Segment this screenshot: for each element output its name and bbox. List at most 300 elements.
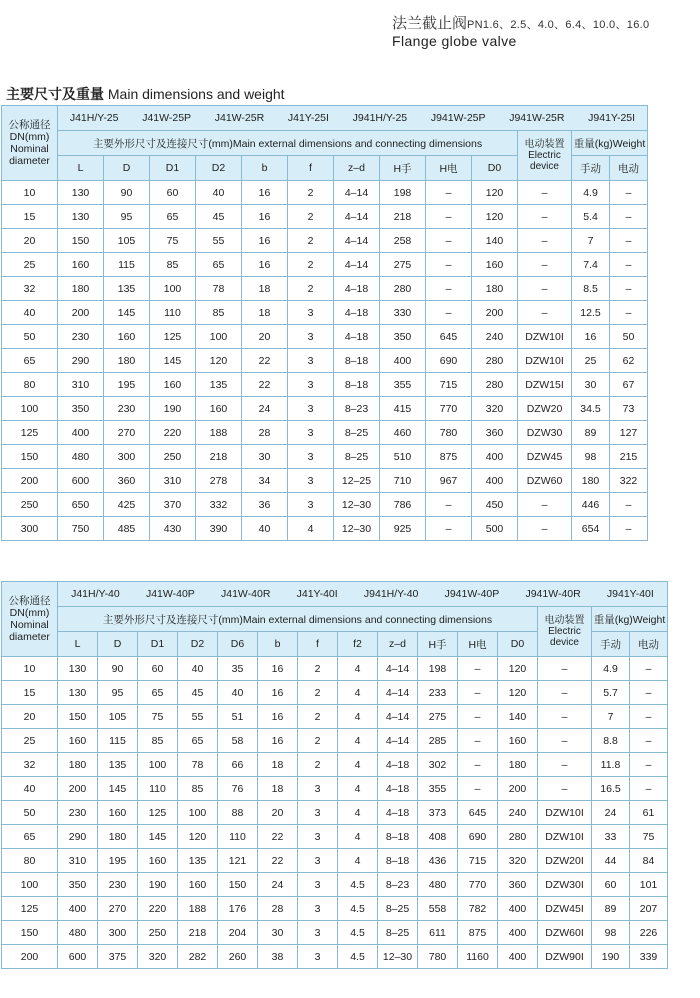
table-cell: 8–23 xyxy=(378,873,418,897)
table-cell: 310 xyxy=(58,849,98,873)
table-row xyxy=(2,729,668,753)
table-cell: 12–30 xyxy=(334,517,380,541)
table-cell: 180 xyxy=(472,277,518,301)
table-cell: 230 xyxy=(98,873,138,897)
table-cell: 12–30 xyxy=(378,945,418,969)
table-cell: 35 xyxy=(218,657,258,681)
table-cell: 4–14 xyxy=(334,181,380,205)
table-cell: 65 xyxy=(138,681,178,705)
table-cell: 218 xyxy=(380,205,426,229)
table-cell: – xyxy=(518,205,572,229)
table-cell: 125 xyxy=(138,801,178,825)
table-cell: 425 xyxy=(104,493,150,517)
model-row xyxy=(58,582,668,607)
table-cell: 76 xyxy=(218,777,258,801)
dn-cell: 65 xyxy=(2,825,58,849)
table-cell: 22 xyxy=(242,349,288,373)
table-cell: – xyxy=(610,253,648,277)
table-cell: 3 xyxy=(298,897,338,921)
table-cell: 4 xyxy=(338,849,378,873)
table-cell: 215 xyxy=(610,445,648,469)
table-cell: – xyxy=(630,705,668,729)
table-cell: 320 xyxy=(138,945,178,969)
dn-cell: 100 xyxy=(2,397,58,421)
model-label: J941W-40R xyxy=(525,588,581,600)
table-cell: 3 xyxy=(298,801,338,825)
table-cell: 510 xyxy=(380,445,426,469)
table-cell: 710 xyxy=(380,469,426,493)
table-cell: 780 xyxy=(426,421,472,445)
table-cell: 370 xyxy=(150,493,196,517)
table-cell: 2 xyxy=(288,205,334,229)
table-cell: – xyxy=(538,753,592,777)
table-cell: 7.4 xyxy=(572,253,610,277)
table-cell: 4.9 xyxy=(572,181,610,205)
table-cell: 4–14 xyxy=(334,205,380,229)
table-cell: 95 xyxy=(104,205,150,229)
table-cell: 218 xyxy=(178,921,218,945)
table-cell: 100 xyxy=(150,277,196,301)
table-cell: – xyxy=(458,777,498,801)
dn-cell: 80 xyxy=(2,849,58,873)
table-cell: 8–25 xyxy=(378,921,418,945)
table-cell: 120 xyxy=(498,681,538,705)
table-cell: 150 xyxy=(218,873,258,897)
table-cell: – xyxy=(610,277,648,301)
table-cell: 220 xyxy=(150,421,196,445)
table-row xyxy=(2,753,668,777)
table-row xyxy=(2,921,668,945)
table-cell: 2 xyxy=(288,253,334,277)
column-header: L xyxy=(58,632,98,657)
nominal-diameter-header: 公称通径 DN(mm) Nominal diameter xyxy=(2,106,58,181)
table-cell: 22 xyxy=(242,373,288,397)
model-label: J41Y-40I xyxy=(296,588,338,600)
title-cn: 法兰截止阀 xyxy=(392,15,468,32)
table-cell: 28 xyxy=(258,897,298,921)
table-cell: 260 xyxy=(218,945,258,969)
table-cell: – xyxy=(538,681,592,705)
table-cell: – xyxy=(426,517,472,541)
table-cell: 3 xyxy=(298,873,338,897)
table-cell: 78 xyxy=(178,753,218,777)
table-cell: 233 xyxy=(418,681,458,705)
table-cell: 34 xyxy=(242,469,288,493)
model-label: J41Y-25I xyxy=(287,112,329,124)
column-header: 手动 xyxy=(592,632,630,657)
table-cell: 270 xyxy=(98,897,138,921)
weight-header: 重量(kg)Weight xyxy=(572,131,648,156)
table-cell: 600 xyxy=(58,469,104,493)
table-row xyxy=(2,469,648,493)
dn-cell: 20 xyxy=(2,229,58,253)
table-cell: DZW20 xyxy=(518,397,572,421)
section-title-cn: 主要尺寸及重量 xyxy=(6,86,104,102)
model-row xyxy=(58,106,648,131)
column-header: z–d xyxy=(334,156,380,181)
dn-cell: 80 xyxy=(2,373,58,397)
table-row xyxy=(2,373,648,397)
nominal-diameter-header: 公称通径 DN(mm) Nominal diameter xyxy=(2,582,58,657)
table-cell: – xyxy=(610,493,648,517)
table-row xyxy=(2,849,668,873)
table-cell: 2 xyxy=(298,705,338,729)
table-cell: 66 xyxy=(218,753,258,777)
table-cell: 160 xyxy=(104,325,150,349)
table-cell: 4–14 xyxy=(378,681,418,705)
table-cell: 715 xyxy=(426,373,472,397)
dimensions-header: 主要外形尺寸及连接尺寸(mm)Main external dimensions and connecting dimensions xyxy=(58,131,518,156)
table-cell: 320 xyxy=(472,397,518,421)
table-cell: 4 xyxy=(288,517,334,541)
table-cell: 100 xyxy=(178,801,218,825)
table-cell: 160 xyxy=(98,801,138,825)
table-cell: 4 xyxy=(338,705,378,729)
table-cell: 8–23 xyxy=(334,397,380,421)
table-cell: 350 xyxy=(58,873,98,897)
table-row xyxy=(2,681,668,705)
table-cell: 4 xyxy=(338,825,378,849)
table-cell: – xyxy=(518,493,572,517)
table-cell: 101 xyxy=(630,873,668,897)
table-cell: – xyxy=(426,253,472,277)
table-cell: 18 xyxy=(242,277,288,301)
table-cell: DZW45 xyxy=(518,445,572,469)
table-cell: 355 xyxy=(380,373,426,397)
table-cell: 85 xyxy=(178,777,218,801)
table-cell: 500 xyxy=(472,517,518,541)
table-row xyxy=(2,777,668,801)
table-row xyxy=(2,945,668,969)
dn-cell: 200 xyxy=(2,469,58,493)
page-header xyxy=(392,12,692,49)
model-label: J41W-40R xyxy=(221,588,271,600)
table-cell: 16 xyxy=(242,205,288,229)
table-cell: 45 xyxy=(178,681,218,705)
header-title-cn xyxy=(392,12,692,33)
table-cell: 145 xyxy=(150,349,196,373)
table-cell: – xyxy=(610,229,648,253)
table-row xyxy=(2,873,668,897)
table-cell: 3 xyxy=(288,469,334,493)
table-cell: 140 xyxy=(472,229,518,253)
table-cell: 2 xyxy=(298,753,338,777)
table-cell: – xyxy=(518,181,572,205)
table-cell: 3 xyxy=(288,373,334,397)
table-cell: 4–18 xyxy=(334,301,380,325)
table-cell: 690 xyxy=(458,825,498,849)
table-cell: 150 xyxy=(58,705,98,729)
table-cell: 20 xyxy=(258,801,298,825)
table-cell: 1160 xyxy=(458,945,498,969)
table-cell: – xyxy=(630,657,668,681)
model-label: J41W-40P xyxy=(145,588,195,600)
table-cell: 36 xyxy=(242,493,288,517)
table-cell: 611 xyxy=(418,921,458,945)
table-cell: 430 xyxy=(150,517,196,541)
table-cell: 4 xyxy=(338,657,378,681)
column-header: 电动 xyxy=(630,632,668,657)
table-cell: 240 xyxy=(472,325,518,349)
table-cell: – xyxy=(458,705,498,729)
table-row xyxy=(2,253,648,277)
table-cell: 16 xyxy=(258,729,298,753)
table-cell: 4 xyxy=(338,681,378,705)
table-cell: 85 xyxy=(150,253,196,277)
table-cell: 250 xyxy=(138,921,178,945)
dn-cell: 125 xyxy=(2,421,58,445)
model-label: J941Y-25I xyxy=(588,112,636,124)
table-cell: DZW60I xyxy=(538,921,592,945)
table-cell: 4.5 xyxy=(338,873,378,897)
table-cell: 654 xyxy=(572,517,610,541)
table-cell: 180 xyxy=(572,469,610,493)
table-cell: 130 xyxy=(58,681,98,705)
table-cell: 120 xyxy=(472,205,518,229)
table-cell: 12.5 xyxy=(572,301,610,325)
table-row xyxy=(2,897,668,921)
table-cell: 350 xyxy=(58,397,104,421)
table-cell: 4–14 xyxy=(378,705,418,729)
table-cell: 480 xyxy=(58,921,98,945)
table-cell: 135 xyxy=(98,753,138,777)
table-row xyxy=(2,181,648,205)
table-cell: 450 xyxy=(472,493,518,517)
table-cell: 44 xyxy=(592,849,630,873)
column-header: D1 xyxy=(138,632,178,657)
table-cell: 45 xyxy=(196,205,242,229)
dimensions-table-pn40 xyxy=(1,581,668,969)
table-cell: 98 xyxy=(572,445,610,469)
table-cell: 8–18 xyxy=(334,373,380,397)
column-header: D0 xyxy=(472,156,518,181)
table-cell: – xyxy=(426,301,472,325)
table-cell: – xyxy=(610,517,648,541)
table-cell: 4–18 xyxy=(378,777,418,801)
table-cell: 875 xyxy=(426,445,472,469)
table-cell: 690 xyxy=(426,349,472,373)
dn-cell: 32 xyxy=(2,277,58,301)
table-cell: 330 xyxy=(380,301,426,325)
table-cell: – xyxy=(518,229,572,253)
table-cell: 300 xyxy=(104,445,150,469)
table-cell: 4 xyxy=(338,801,378,825)
column-header: H电 xyxy=(426,156,472,181)
table-cell: 135 xyxy=(104,277,150,301)
header-title-en: Flange globe valve xyxy=(392,33,517,49)
table-cell: 967 xyxy=(426,469,472,493)
table-cell: 51 xyxy=(218,705,258,729)
table-cell: 270 xyxy=(104,421,150,445)
table-cell: – xyxy=(426,181,472,205)
table-row xyxy=(2,397,648,421)
dn-cell: 50 xyxy=(2,801,58,825)
table-cell: 85 xyxy=(138,729,178,753)
dn-cell: 150 xyxy=(2,921,58,945)
table-cell: 204 xyxy=(218,921,258,945)
table-cell: 3 xyxy=(288,493,334,517)
table-cell: 7 xyxy=(572,229,610,253)
column-header: f2 xyxy=(338,632,378,657)
table-cell: 4.5 xyxy=(338,945,378,969)
model-label: J41H/Y-25 xyxy=(69,112,119,124)
table-cell: – xyxy=(426,277,472,301)
column-header: z–d xyxy=(378,632,418,657)
table-cell: 38 xyxy=(258,945,298,969)
model-label: J941H/Y-40 xyxy=(363,588,419,600)
table-cell: 400 xyxy=(472,445,518,469)
table-cell: 85 xyxy=(196,301,242,325)
model-label: J941H/Y-25 xyxy=(352,112,408,124)
table-cell: – xyxy=(610,301,648,325)
table-cell: 3 xyxy=(298,945,338,969)
table-cell: 3 xyxy=(298,849,338,873)
table-cell: 275 xyxy=(380,253,426,277)
column-header: D0 xyxy=(498,632,538,657)
table-cell: 115 xyxy=(98,729,138,753)
table-cell: 55 xyxy=(178,705,218,729)
table-cell: 110 xyxy=(150,301,196,325)
table-cell: 400 xyxy=(58,421,104,445)
column-header: f xyxy=(298,632,338,657)
table-cell: DZW45I xyxy=(538,897,592,921)
dn-cell: 65 xyxy=(2,349,58,373)
table-cell: 150 xyxy=(58,229,104,253)
table-cell: 280 xyxy=(472,349,518,373)
table-cell: 5.7 xyxy=(592,681,630,705)
table-cell: 485 xyxy=(104,517,150,541)
table-cell: 7 xyxy=(592,705,630,729)
table-cell: – xyxy=(458,657,498,681)
table-cell: 110 xyxy=(218,825,258,849)
table-cell: 200 xyxy=(58,301,104,325)
table-cell: 3 xyxy=(298,825,338,849)
table-cell: 645 xyxy=(426,325,472,349)
table-cell: – xyxy=(518,253,572,277)
table-cell: 925 xyxy=(380,517,426,541)
dn-cell: 32 xyxy=(2,753,58,777)
table-cell: 75 xyxy=(138,705,178,729)
table-cell: 2 xyxy=(288,229,334,253)
table-cell: 390 xyxy=(196,517,242,541)
table-cell: DZW30 xyxy=(518,421,572,445)
table-cell: 16 xyxy=(242,229,288,253)
table-row xyxy=(2,445,648,469)
table-cell: 3 xyxy=(288,397,334,421)
table-cell: 190 xyxy=(592,945,630,969)
table-cell: 5.4 xyxy=(572,205,610,229)
table-cell: – xyxy=(458,729,498,753)
table-cell: 130 xyxy=(58,205,104,229)
table-cell: 4.5 xyxy=(338,897,378,921)
table-cell: 120 xyxy=(178,825,218,849)
dn-cell: 25 xyxy=(2,729,58,753)
column-header: b xyxy=(258,632,298,657)
table-cell: 436 xyxy=(418,849,458,873)
table-cell: 290 xyxy=(58,825,98,849)
table-cell: 4–18 xyxy=(334,277,380,301)
table-cell: 480 xyxy=(58,445,104,469)
table-cell: 18 xyxy=(242,301,288,325)
table-cell: 3 xyxy=(288,349,334,373)
table-cell: 16.5 xyxy=(592,777,630,801)
table-cell: 60 xyxy=(150,181,196,205)
table-cell: 40 xyxy=(196,181,242,205)
dn-cell: 100 xyxy=(2,873,58,897)
table-cell: 40 xyxy=(218,681,258,705)
dn-cell: 20 xyxy=(2,705,58,729)
table-cell: 4 xyxy=(338,753,378,777)
table-cell: DZW60 xyxy=(518,469,572,493)
table-cell: 3 xyxy=(298,777,338,801)
table-cell: 360 xyxy=(104,469,150,493)
table-cell: 300 xyxy=(98,921,138,945)
table-cell: 50 xyxy=(610,325,648,349)
table-cell: 89 xyxy=(572,421,610,445)
table-cell: 55 xyxy=(196,229,242,253)
dn-cell: 125 xyxy=(2,897,58,921)
table-cell: 4–14 xyxy=(378,729,418,753)
pressure-classes: PN1.6、2.5、4.0、6.4、10.0、16.0 xyxy=(467,19,650,31)
table-cell: DZW10I xyxy=(518,349,572,373)
table-cell: 2 xyxy=(298,681,338,705)
table-cell: 408 xyxy=(418,825,458,849)
table-cell: 282 xyxy=(178,945,218,969)
table-cell: 78 xyxy=(196,277,242,301)
table-cell: 8–25 xyxy=(334,421,380,445)
table-cell: DZW20I xyxy=(538,849,592,873)
table-cell: 84 xyxy=(630,849,668,873)
table-cell: 230 xyxy=(58,325,104,349)
dn-cell: 250 xyxy=(2,493,58,517)
table-cell: 332 xyxy=(196,493,242,517)
table-cell: 65 xyxy=(196,253,242,277)
table-cell: 250 xyxy=(150,445,196,469)
table-cell: 8–18 xyxy=(334,349,380,373)
table-cell: 95 xyxy=(98,681,138,705)
table-cell: 310 xyxy=(150,469,196,493)
table-cell: 180 xyxy=(98,825,138,849)
table-cell: 145 xyxy=(98,777,138,801)
table-cell: 40 xyxy=(242,517,288,541)
table-cell: 105 xyxy=(104,229,150,253)
table-cell: 4 xyxy=(338,777,378,801)
table-cell: 127 xyxy=(610,421,648,445)
table-cell: 310 xyxy=(58,373,104,397)
table-cell: 160 xyxy=(472,253,518,277)
table-cell: 770 xyxy=(458,873,498,897)
table-cell: 198 xyxy=(418,657,458,681)
table-cell: 58 xyxy=(218,729,258,753)
table-cell: 4–14 xyxy=(378,657,418,681)
table-cell: 650 xyxy=(58,493,104,517)
column-header: D6 xyxy=(218,632,258,657)
table-cell: 120 xyxy=(472,181,518,205)
table-cell: 110 xyxy=(138,777,178,801)
table-cell: – xyxy=(518,277,572,301)
table-cell: 4–14 xyxy=(334,253,380,277)
table-cell: 100 xyxy=(138,753,178,777)
table-cell: 12–25 xyxy=(334,469,380,493)
table-cell: 190 xyxy=(138,873,178,897)
column-header: D1 xyxy=(150,156,196,181)
table-cell: 770 xyxy=(426,397,472,421)
table-cell: 120 xyxy=(196,349,242,373)
table-cell: 75 xyxy=(630,825,668,849)
table-cell: – xyxy=(426,229,472,253)
table-cell: 16 xyxy=(258,681,298,705)
table-cell: 145 xyxy=(104,301,150,325)
